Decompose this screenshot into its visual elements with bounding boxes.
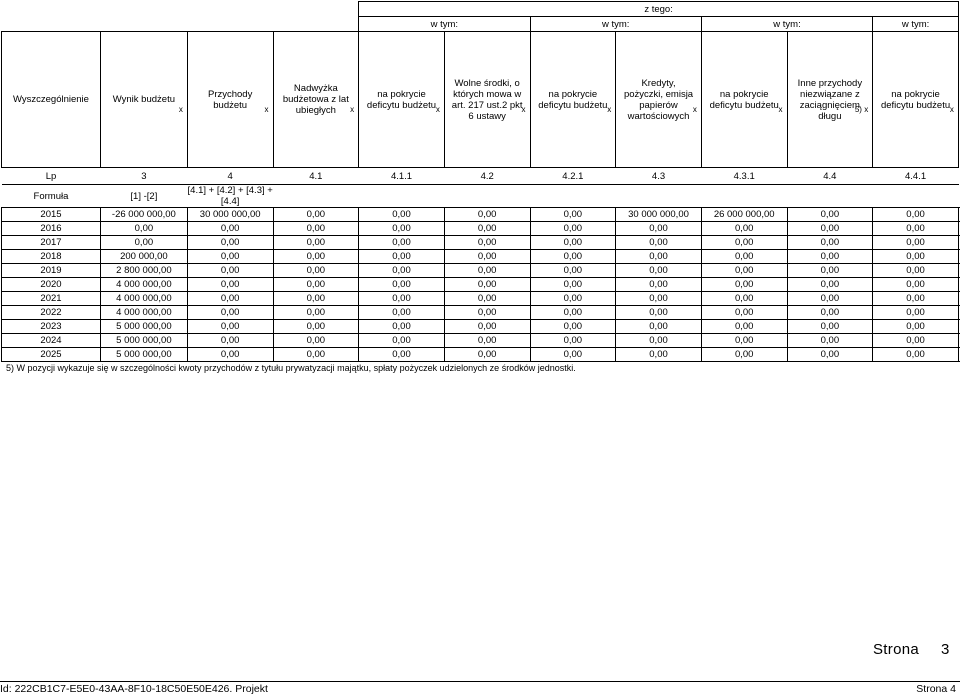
value-cell: 0,00 <box>616 334 702 348</box>
column-header <box>701 32 787 168</box>
column-header-label: Wolne środki, o których mowa w art. 217 ust.2 pkt 6 ustawy <box>445 78 530 122</box>
value-cell: 0,00 <box>359 334 445 348</box>
value-cell: 0,00 <box>273 208 359 222</box>
value-cell: 4 000 000,00 <box>100 292 187 306</box>
value-cell: 0,00 <box>187 306 273 320</box>
value-cell: 0,00 <box>444 348 530 362</box>
value-cell: 0,00 <box>530 250 616 264</box>
table-row <box>2 292 959 306</box>
year-cell: 2019 <box>2 264 101 278</box>
year-cell: 2018 <box>2 250 101 264</box>
year-cell: 2015 <box>2 208 101 222</box>
column-header-marker: x <box>779 104 783 115</box>
value-cell: 0,00 <box>616 222 702 236</box>
value-cell: 0,00 <box>873 306 959 320</box>
value-cell: 0,00 <box>873 320 959 334</box>
table-cell <box>701 185 787 208</box>
value-cell: 0,00 <box>701 264 787 278</box>
value-cell: 0,00 <box>530 320 616 334</box>
strona-number: 3 <box>941 641 950 658</box>
value-cell: 0,00 <box>444 250 530 264</box>
value-cell: 0,00 <box>444 278 530 292</box>
column-header-label: Kredyty, pożyczki, emisja papierów wartościowych <box>616 78 701 122</box>
value-cell: 0,00 <box>359 236 445 250</box>
value-cell: 0,00 <box>616 250 702 264</box>
value-cell: 0,00 <box>273 292 359 306</box>
value-cell: 0,00 <box>701 292 787 306</box>
column-header-marker: x <box>693 104 697 115</box>
value-cell: 200 000,00 <box>100 250 187 264</box>
value-cell: 0,00 <box>787 320 873 334</box>
value-cell: 0,00 <box>873 222 959 236</box>
column-header <box>2 32 101 168</box>
table-row <box>2 264 959 278</box>
value-cell: -26 000 000,00 <box>100 208 187 222</box>
value-cell: 0,00 <box>187 222 273 236</box>
value-cell: 0,00 <box>787 236 873 250</box>
w-tym-label: w tym: <box>701 17 872 32</box>
column-header <box>616 32 702 168</box>
footnote: 5) W pozycji wykazuje się w szczególności kwoty przychodów z tytułu prywatyzacji majątku, spłaty pożyczek udzielonych ze środków jednostki. <box>6 363 576 373</box>
value-cell: 0,00 <box>444 306 530 320</box>
value-cell: 0,00 <box>359 208 445 222</box>
value-cell: 0,00 <box>273 264 359 278</box>
column-header <box>359 32 445 168</box>
value-cell: 0,00 <box>530 292 616 306</box>
value-cell: 0,00 <box>701 222 787 236</box>
value-cell: 0,00 <box>873 208 959 222</box>
value-cell: 0,00 <box>530 264 616 278</box>
column-header-marker: x <box>522 104 526 115</box>
value-cell: 0,00 <box>187 278 273 292</box>
value-cell: 0,00 <box>701 236 787 250</box>
value-cell: 0,00 <box>787 292 873 306</box>
value-cell: 0,00 <box>530 278 616 292</box>
value-cell: 4 000 000,00 <box>100 306 187 320</box>
value-cell: 5 000 000,00 <box>100 334 187 348</box>
column-header-marker: x <box>179 104 183 115</box>
value-cell: 0,00 <box>873 250 959 264</box>
value-cell: 0,00 <box>787 264 873 278</box>
strona-label: Strona <box>873 641 919 658</box>
table-cell: 4.4 <box>787 168 873 185</box>
value-cell: 0,00 <box>787 334 873 348</box>
value-cell: 0,00 <box>444 222 530 236</box>
table-cell: 4.1.1 <box>359 168 445 185</box>
column-header-label: na pokrycie deficytu budżetu <box>873 89 958 111</box>
value-cell: 0,00 <box>359 264 445 278</box>
table-cell: [1] -[2] <box>100 185 187 208</box>
table-cell <box>273 185 359 208</box>
column-header <box>873 32 959 168</box>
table-cell: 4.2 <box>444 168 530 185</box>
value-cell: 2 800 000,00 <box>100 264 187 278</box>
value-cell: 0,00 <box>787 208 873 222</box>
table-cell: [4.1] + [4.2] + [4.3] + [4.4] <box>187 185 273 208</box>
value-cell: 0,00 <box>444 236 530 250</box>
value-cell: 0,00 <box>530 306 616 320</box>
value-cell: 0,00 <box>616 348 702 362</box>
table-row <box>2 208 959 222</box>
column-header-label: Wyszczególnienie <box>2 94 100 105</box>
table-row <box>2 250 959 264</box>
column-header <box>530 32 616 168</box>
table-cell: 4.4.1 <box>873 168 959 185</box>
table-cell: 4 <box>187 168 273 185</box>
value-cell: 0,00 <box>530 222 616 236</box>
table-cell <box>787 185 873 208</box>
value-cell: 0,00 <box>616 278 702 292</box>
value-cell: 0,00 <box>444 292 530 306</box>
document-id: Id: 222CB1C7-E5E0-43AA-8F10-18C50E50E426. Projekt <box>0 683 268 695</box>
value-cell: 0,00 <box>100 222 187 236</box>
value-cell: 0,00 <box>273 278 359 292</box>
column-header-row <box>2 32 959 168</box>
financial-table <box>1 1 959 362</box>
value-cell: 0,00 <box>444 320 530 334</box>
value-cell: 0,00 <box>873 334 959 348</box>
table-row <box>2 306 959 320</box>
table-cell: 4.2.1 <box>530 168 616 185</box>
value-cell: 0,00 <box>359 320 445 334</box>
value-cell: 0,00 <box>530 236 616 250</box>
value-cell: 0,00 <box>701 278 787 292</box>
value-cell: 0,00 <box>787 222 873 236</box>
column-header-marker: x <box>350 104 354 115</box>
table-cell <box>873 185 959 208</box>
value-cell: 0,00 <box>873 292 959 306</box>
value-cell: 0,00 <box>873 348 959 362</box>
value-cell: 0,00 <box>787 250 873 264</box>
year-cell: 2023 <box>2 320 101 334</box>
w-tym-label: w tym: <box>873 17 959 32</box>
value-cell: 0,00 <box>787 348 873 362</box>
value-cell: 0,00 <box>530 334 616 348</box>
value-cell: 0,00 <box>273 236 359 250</box>
value-cell: 0,00 <box>273 306 359 320</box>
value-cell: 0,00 <box>359 222 445 236</box>
value-cell: 0,00 <box>273 222 359 236</box>
column-header <box>187 32 273 168</box>
value-cell: 0,00 <box>273 334 359 348</box>
column-header-label: Nadwyżka budżetowa z lat ubiegłych <box>274 83 359 116</box>
table-cell: 4.1 <box>273 168 359 185</box>
table-cell: 3 <box>100 168 187 185</box>
column-header-label: Przychody budżetu <box>188 89 273 111</box>
footer-page: Strona 4 <box>916 683 956 695</box>
table-cell: 4.3.1 <box>701 168 787 185</box>
year-cell: 2022 <box>2 306 101 320</box>
value-cell: 0,00 <box>359 278 445 292</box>
value-cell: 5 000 000,00 <box>100 348 187 362</box>
blank-cell <box>2 17 359 32</box>
value-cell: 0,00 <box>359 306 445 320</box>
value-cell: 0,00 <box>187 334 273 348</box>
value-cell: 30 000 000,00 <box>187 208 273 222</box>
value-cell: 0,00 <box>616 236 702 250</box>
column-header-marker: x <box>607 104 611 115</box>
year-cell: 2021 <box>2 292 101 306</box>
table-row <box>2 236 959 250</box>
value-cell: 0,00 <box>873 236 959 250</box>
value-cell: 0,00 <box>359 250 445 264</box>
value-cell: 30 000 000,00 <box>616 208 702 222</box>
value-cell: 0,00 <box>701 320 787 334</box>
value-cell: 0,00 <box>616 320 702 334</box>
table-row <box>2 185 959 208</box>
value-cell: 26 000 000,00 <box>701 208 787 222</box>
footer-divider <box>0 681 960 682</box>
column-header <box>787 32 873 168</box>
value-cell: 0,00 <box>273 250 359 264</box>
value-cell: 0,00 <box>616 306 702 320</box>
value-cell: 0,00 <box>273 348 359 362</box>
value-cell: 0,00 <box>100 236 187 250</box>
value-cell: 0,00 <box>359 348 445 362</box>
table-row <box>2 334 959 348</box>
table-cell <box>359 185 445 208</box>
year-cell: 2016 <box>2 222 101 236</box>
column-header <box>444 32 530 168</box>
w-tym-label: w tym: <box>359 17 530 32</box>
z-tego-label: z tego: <box>359 2 959 17</box>
year-cell: 2024 <box>2 334 101 348</box>
value-cell: 0,00 <box>701 348 787 362</box>
column-header-label: na pokrycie deficytu budżetu <box>702 89 787 111</box>
value-cell: 0,00 <box>273 320 359 334</box>
page-number <box>873 641 950 658</box>
table-cell <box>616 185 702 208</box>
column-header-marker: x <box>436 104 440 115</box>
year-cell: 2025 <box>2 348 101 362</box>
value-cell: 0,00 <box>187 236 273 250</box>
table-cell <box>530 185 616 208</box>
blank-cell <box>2 2 359 17</box>
column-header-label: Inne przychody niezwiązane z zaciągnięciem długu <box>788 78 873 122</box>
value-cell: 0,00 <box>359 292 445 306</box>
table-cell: Lp <box>2 168 101 185</box>
value-cell: 0,00 <box>187 348 273 362</box>
table-row <box>2 320 959 334</box>
value-cell: 0,00 <box>787 278 873 292</box>
table-row <box>2 222 959 236</box>
table-cell: 4.3 <box>616 168 702 185</box>
table-row <box>2 278 959 292</box>
column-header-marker: x <box>265 104 269 115</box>
value-cell: 4 000 000,00 <box>100 278 187 292</box>
value-cell: 0,00 <box>701 250 787 264</box>
value-cell: 0,00 <box>187 320 273 334</box>
year-cell: 2020 <box>2 278 101 292</box>
table-row <box>2 348 959 362</box>
value-cell: 0,00 <box>701 306 787 320</box>
table-cell: Formuła <box>2 185 101 208</box>
value-cell: 0,00 <box>701 334 787 348</box>
value-cell: 0,00 <box>616 264 702 278</box>
column-header-label: Wynik budżetu <box>101 94 187 105</box>
table-row <box>2 168 959 185</box>
value-cell: 0,00 <box>444 208 530 222</box>
value-cell: 0,00 <box>530 348 616 362</box>
value-cell: 0,00 <box>187 250 273 264</box>
value-cell: 0,00 <box>530 208 616 222</box>
value-cell: 0,00 <box>444 264 530 278</box>
column-header-label: na pokrycie deficytu budżetu <box>531 89 616 111</box>
column-header-marker: x <box>950 104 954 115</box>
value-cell: 0,00 <box>787 306 873 320</box>
column-header <box>100 32 187 168</box>
value-cell: 0,00 <box>616 292 702 306</box>
w-tym-label: w tym: <box>530 17 701 32</box>
value-cell: 0,00 <box>187 264 273 278</box>
value-cell: 5 000 000,00 <box>100 320 187 334</box>
year-cell: 2017 <box>2 236 101 250</box>
value-cell: 0,00 <box>444 334 530 348</box>
value-cell: 0,00 <box>187 292 273 306</box>
value-cell: 0,00 <box>873 278 959 292</box>
column-header <box>273 32 359 168</box>
column-header-label: na pokrycie deficytu budżetu <box>359 89 444 111</box>
value-cell: 0,00 <box>873 264 959 278</box>
table-cell <box>444 185 530 208</box>
column-header-marker: 5) x <box>855 104 868 115</box>
